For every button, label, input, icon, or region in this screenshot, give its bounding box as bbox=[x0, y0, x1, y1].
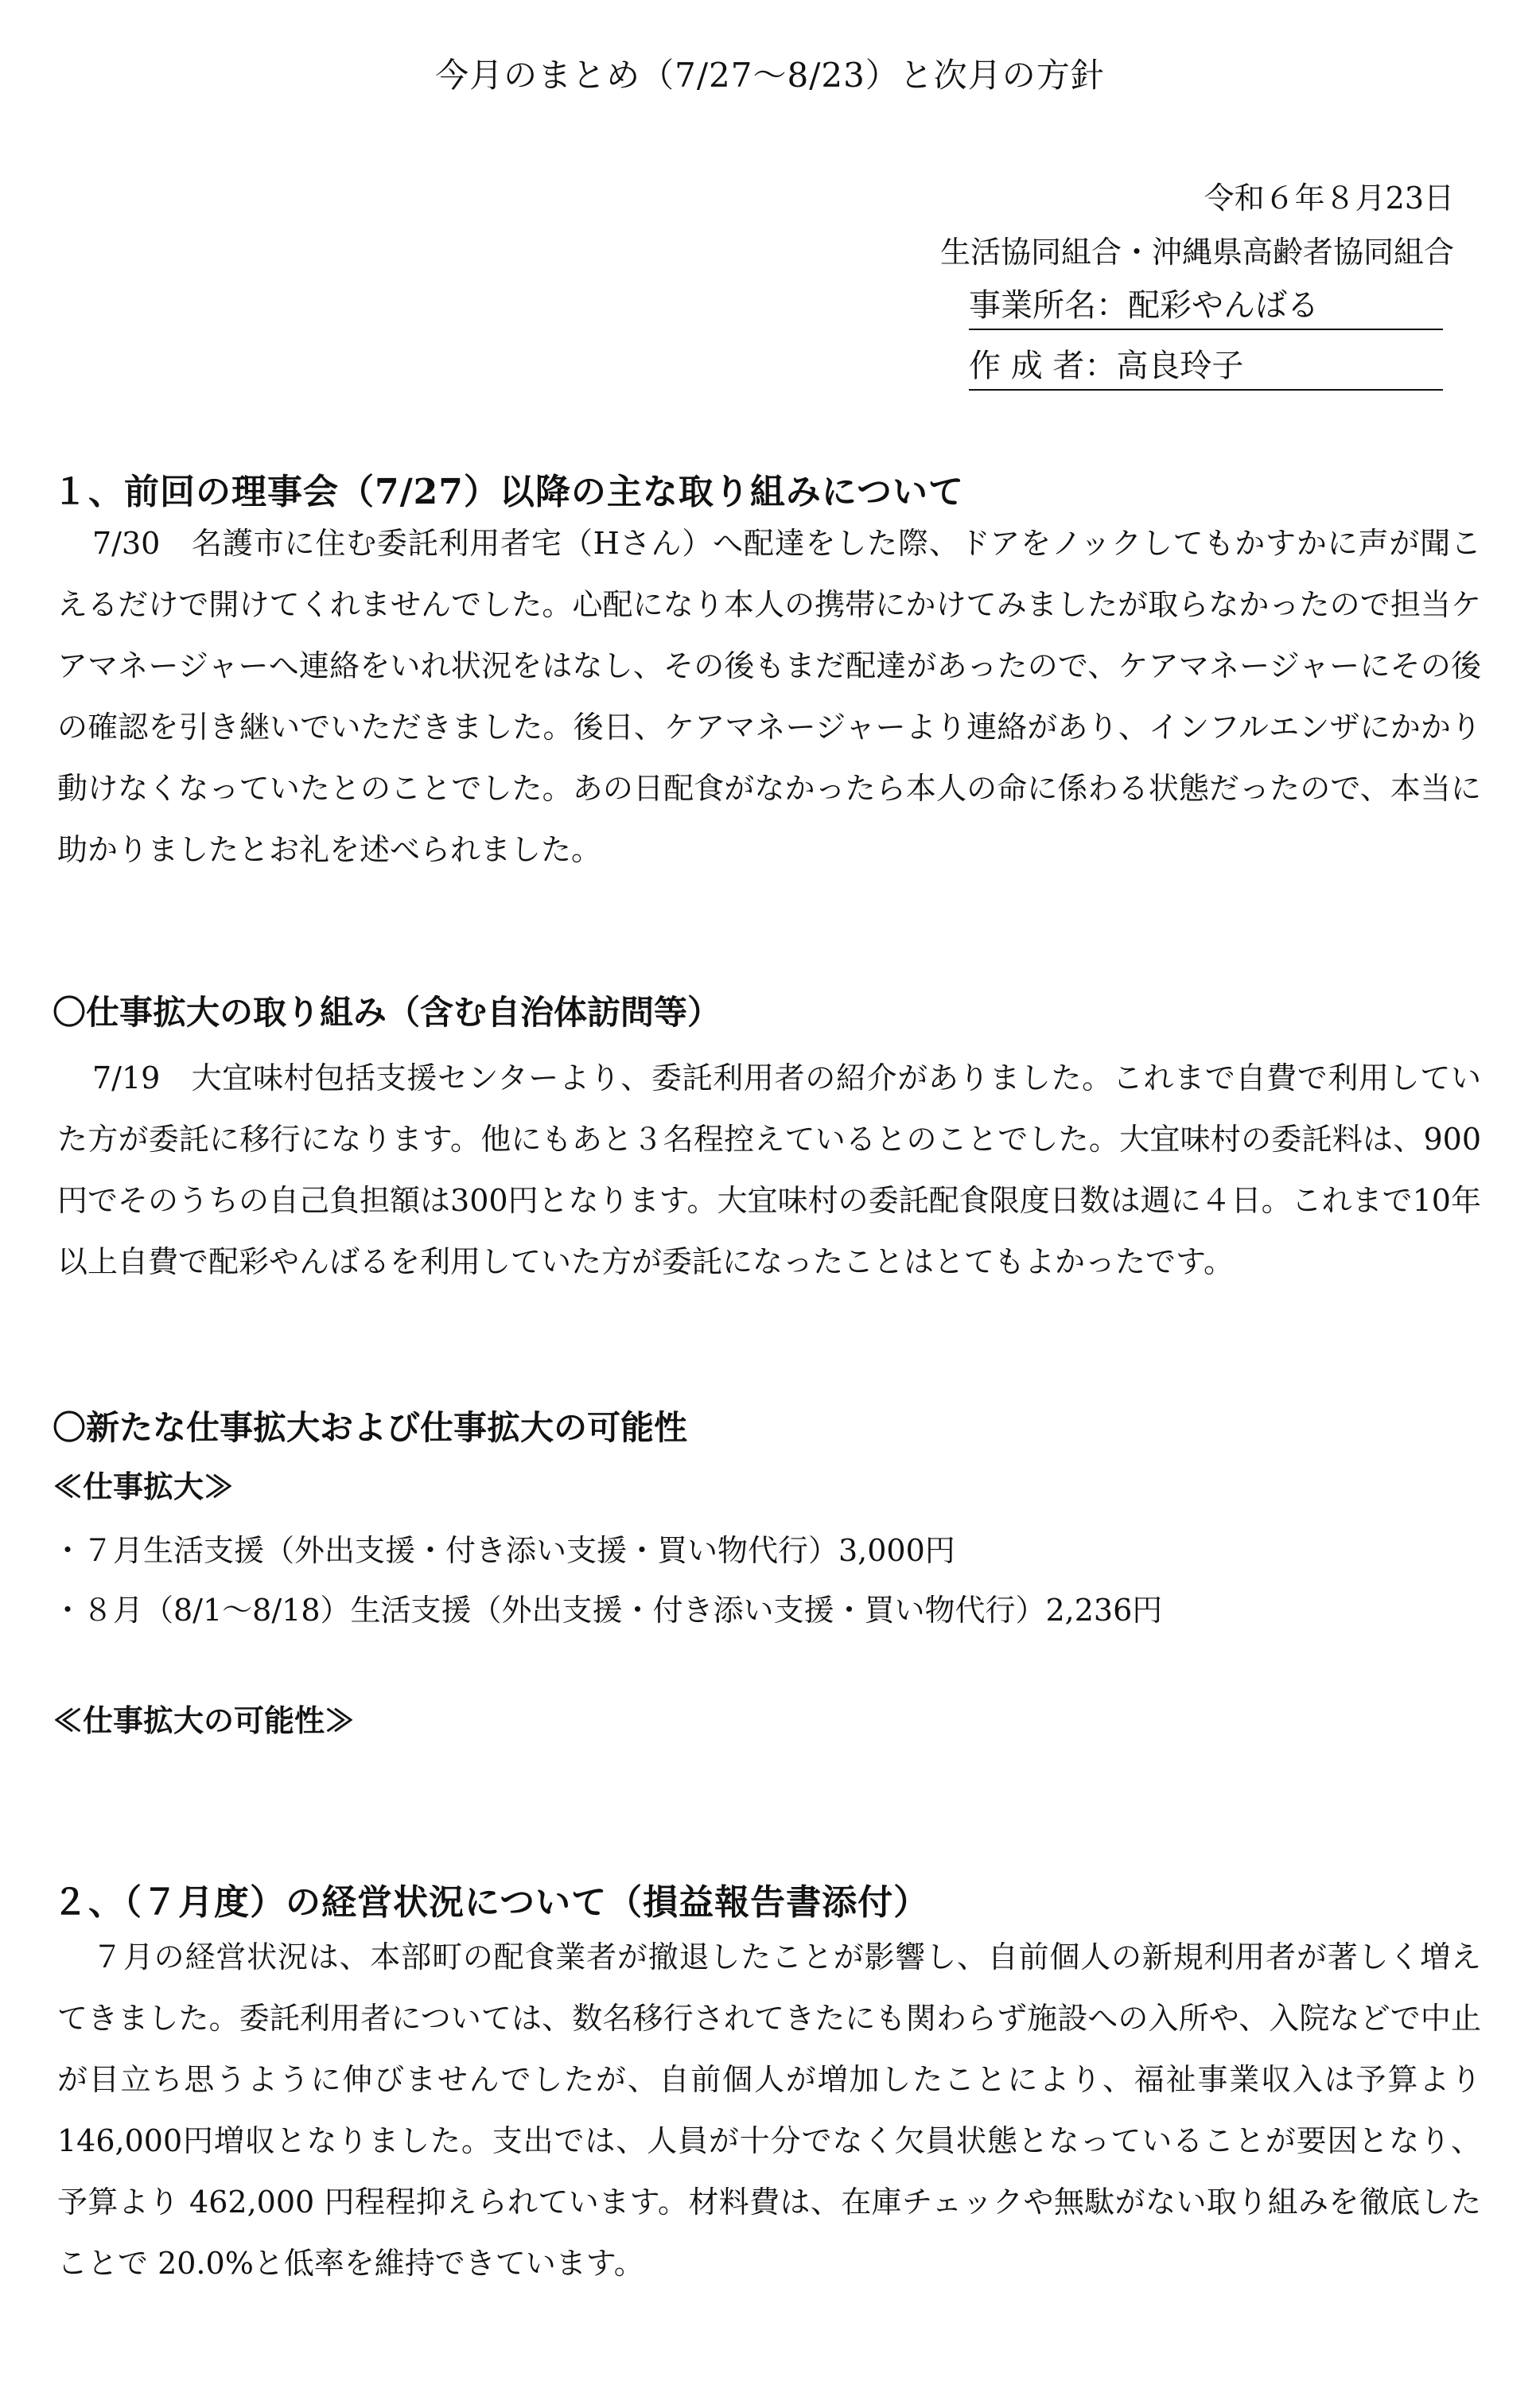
office-name: 事業所名：配彩やんばる bbox=[969, 280, 1443, 330]
author-name: 作 成 者：高良玲子 bbox=[969, 340, 1443, 391]
section2-heading: ２、（７月度）の経営状況について（損益報告書添付） bbox=[52, 1882, 930, 1923]
expansion-subheading: ≪仕事拡大≫ bbox=[52, 1469, 235, 1504]
section1-paragraph: 7/30 名護市に住む委託利用者宅（Hさん）へ配達をした際、ドアをノックしてもかすかに声が聞こえるだけで開けてくれませんでした。心配になり本人の携帯にかけてみましたが取らなかったので担当ケアマネージャーへ連絡をいれ状況をはなし、その後もまだ配達があったので、ケアマネージャーにその後の確認を引き継いでいただきました。後日、ケアマネージャーより連絡があり、インフルエンザにかかり動けなくなっていたとのことでした。あの日配食がなかったら本人の命に係わる状態だったので、本当に助かりましたとお礼を述べられました。 bbox=[57, 526, 1481, 867]
organization-name: 生活協同組合・沖縄県高齢者協同組合 bbox=[939, 235, 1454, 270]
expansion-possibility-subheading: ≪仕事拡大の可能性≫ bbox=[52, 1702, 356, 1738]
report-date: 令和６年８月23日 bbox=[1204, 181, 1454, 216]
expansion-item: ・８月（8/1～8/18）生活支援（外出支援・付き添い支援・買い物代行）2,236円 bbox=[52, 1593, 1163, 1628]
section1-heading: １、前回の理事会（7/27）以降の主な取り組みについて bbox=[52, 472, 965, 512]
section2-paragraph: ７月の経営状況は、本部町の配食業者が撤退したことが影響し、自前個人の新規利用者が著しく増えてきました。委託利用者については、数名移行されてきたにも関わらず施設への入所や、入院などで中止が目立ち思うように伸びませんでしたが、自前個人が増加したことにより、福祉事業収入は予算より146,000円増収となりました。支出では、人員が十分でなく欠員状態となっていることが要因となり、予算より 462,000 円程程抑えられています。材料費は、在庫チェックや無駄がない取り組みを徹底したことで 20.0%と低率を維持できています。 bbox=[57, 1940, 1481, 2281]
work-expansion-paragraph: 7/19 大宜味村包括支援センターより、委託利用者の紹介がありました。これまで自費で利用していた方が委託に移行になります。他にもあと３名程控えているとのことでした。大宜味村の委託料は、900円でそのうちの自己負担額は300円となります。大宜味村の委託配食限度日数は週に４日。これまで10年以上自費で配彩やんばるを利用していた方が委託になったことはとてもよかったです。 bbox=[57, 1060, 1481, 1279]
expansion-item: ・７月生活支援（外出支援・付き添い支援・買い物代行）3,000円 bbox=[52, 1533, 955, 1568]
document-title: 今月のまとめ（7/27～8/23）と次月の方針 bbox=[435, 56, 1105, 95]
work-expansion-heading: 〇仕事拡大の取り組み（含む自治体訪問等） bbox=[52, 993, 721, 1032]
new-expansion-heading: 〇新たな仕事拡大および仕事拡大の可能性 bbox=[52, 1408, 688, 1447]
